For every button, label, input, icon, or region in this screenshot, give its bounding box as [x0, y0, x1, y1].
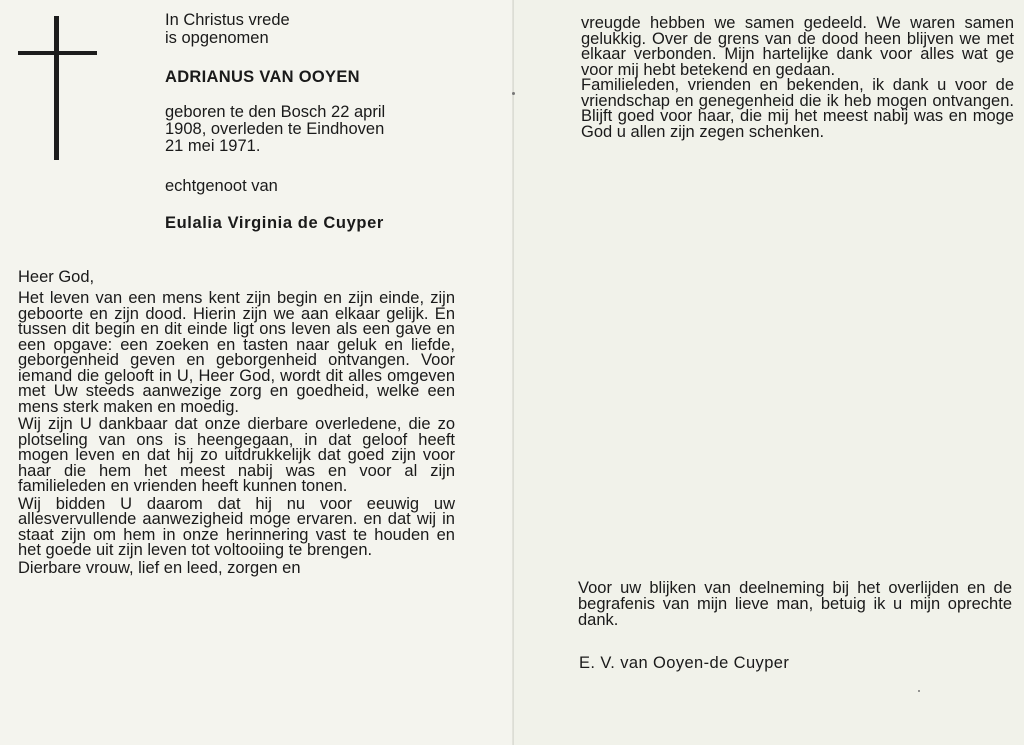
deceased-name: ADRIANUS VAN OOYEN	[165, 68, 360, 86]
prayer-salutation: Heer God,	[18, 268, 95, 286]
paper-speck	[918, 690, 920, 692]
cross-icon	[54, 16, 59, 160]
prayer-paragraph: Dierbare vrouw, lief en leed, zorgen en	[18, 558, 301, 577]
signature: E. V. van Ooyen-de Cuyper	[579, 654, 790, 672]
cross-icon-bar	[18, 51, 97, 55]
birth-line-2: 1908, overleden te Eindhoven	[165, 120, 385, 138]
prayer-paragraph: Wij bidden U daarom dat hij nu voor eeuwig uw allesvervullende aanwezigheid moge ervaren. en dat wij in staat zijn om hem in onze herinnering vast te houden en het goede uit zijn leven tot voltooiing te brengen.	[18, 494, 455, 559]
prayer-text	[18, 291, 455, 578]
spouse-name: Eulalia Virginia de Cuyper	[165, 214, 384, 232]
birth-line-3: 21 mei 1971.	[165, 137, 261, 155]
prayer-paragraph: Het leven van een mens kent zijn begin en zijn einde, zijn geboorte en zijn dood. Hierin zijn we aan elkaar gelijk. En tussen dit begin en dit einde ligt ons leven als een gave en een opgave: een zoeken en tasten naar geluk en liefde, geborgenheid geven en geborgenheid ontvangen. Voor iemand die gelooft in U, Heer God, wordt dit alles omgeven met Uw steeds aanwezige zorg en goedheid, welke een mens sterk maken en moedig.	[18, 289, 455, 416]
continued-paragraph: vreugde hebben we samen gedeeld. We waren samen gelukkig. Over de grens van de dood heen blijven we met elkaar verbonden. Mijn hartelijke dank voor alles wat ge voor mij hebt betekend en gedaan.	[581, 14, 1014, 79]
continued-paragraph: Familieleden, vrienden en bekenden, ik dank u voor de vriendschap en genegenheid die ik heb mogen ontvangen. Blijft goed voor haar, die mij het meest nabij was en moge God u allen zijn zegen schenken.	[581, 76, 1014, 141]
paper-speck	[512, 92, 515, 95]
thanks-note: Voor uw blijken van deelneming bij het overlijden en de begrafenis van mijn lieve man, betuig ik u mijn oprechte dank.	[578, 579, 1012, 629]
birth-line-1: geboren te den Bosch 22 april	[165, 103, 386, 121]
continued-text	[581, 16, 1014, 140]
spouse-intro: echtgenoot van	[165, 177, 278, 195]
header-line-1: In Christus vrede	[165, 11, 290, 29]
prayer-paragraph: Wij zijn U dankbaar dat onze dierbare overledene, die zo plotseling van ons is heengegaan, in dat geloof heeft mogen leven en dat hij zo uitdrukkelijk dat goed zijn voor haar die hem het meest nabij was en voor al zijn familieleden en vrienden heeft kunnen tonen.	[18, 415, 455, 495]
header-line-2: is opgenomen	[165, 29, 269, 47]
